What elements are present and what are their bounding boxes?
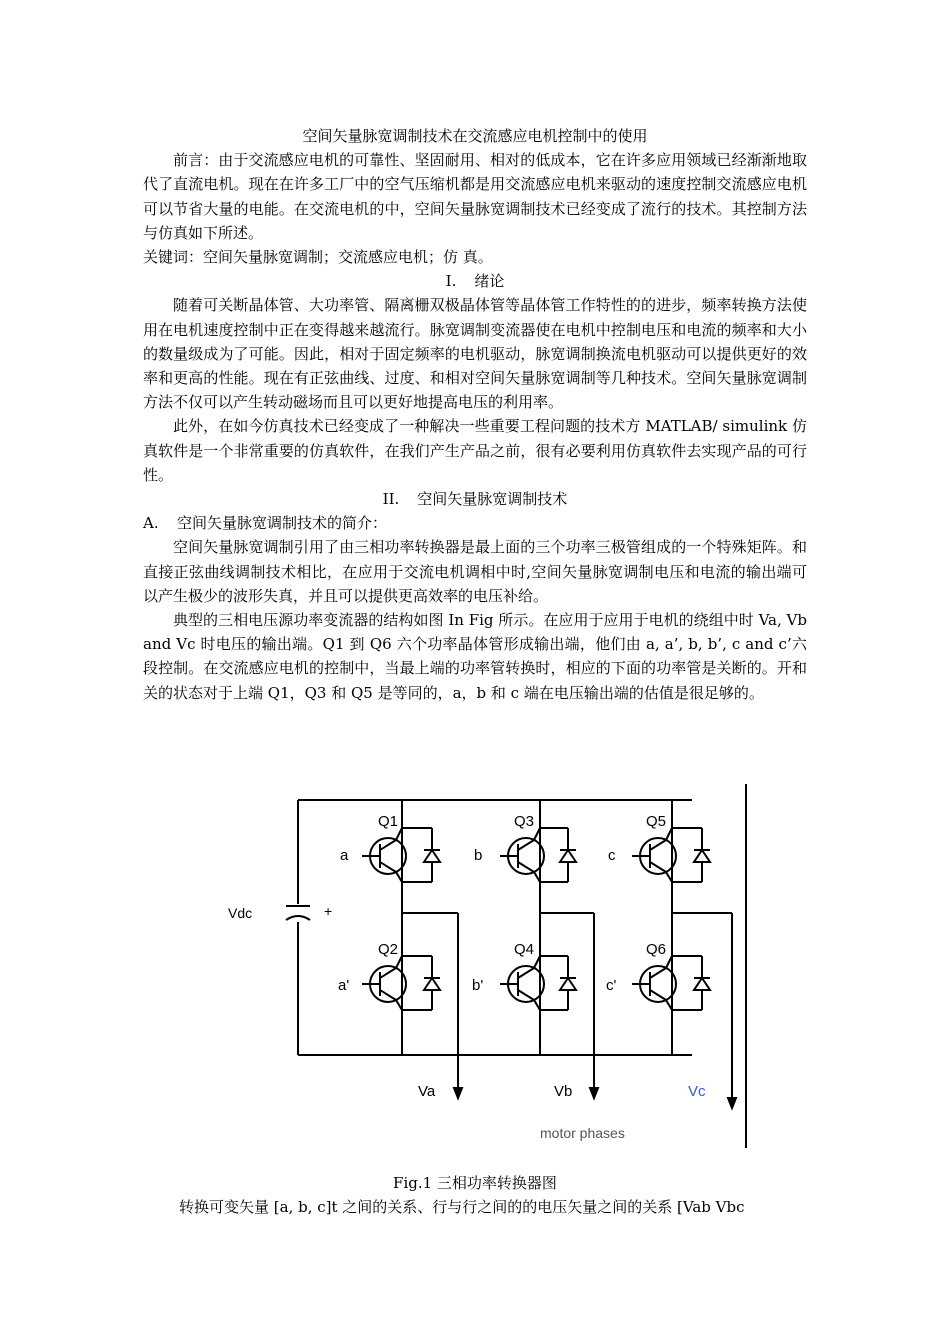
gate-b-prime-label: b' <box>472 977 484 994</box>
section-number: II. <box>382 490 400 509</box>
preface-paragraph: 前言：由于交流感应电机的可靠性、坚固耐用、相对的低成本，它在许多应用领域已经渐渐地取代了直流电机。现在在许多工厂中的空气压缩机都是用交流感应电机来驱动的速度控制交流感应电机可以节省大量的电能。在交流电机的中，空间矢量脉宽调制技术已经变成了流行的技术。其控制方法与仿真如下所述。 <box>143 151 807 242</box>
transistor-q4 <box>500 956 576 1010</box>
section-heading-2 <box>143 487 807 511</box>
gate-b-label: b <box>474 847 483 864</box>
motor-phases-label: motor phases <box>540 1125 625 1141</box>
document-title: 空间矢量脉宽调制技术在交流感应电机控制中的使用 <box>302 127 648 145</box>
vc-label: Vc <box>688 1083 706 1100</box>
vdc-label: Vdc <box>228 905 253 921</box>
gate-a-prime-label: a' <box>338 977 350 994</box>
q2-label: Q2 <box>378 941 399 958</box>
inverter-circuit-figure <box>222 778 752 1153</box>
gate-c-label: c <box>608 847 616 864</box>
document-body <box>143 124 807 705</box>
paragraph: 空间矢量脉宽调制引用了由三相功率转换器是最上面的三个功率三极管组成的一个特殊矩阵。和直接正弦曲线调制技术相比，在应用于交流电机调相中时,空间矢量脉宽调制电压和电流的输出端可以产生极少的波形失真，并且可以提供更高效率的电压补给。 <box>143 538 807 605</box>
section-title: 空间矢量脉宽调制技术 <box>417 490 568 509</box>
figure-caption: Fig.1 三相功率转换器图 <box>393 1174 557 1192</box>
paragraph: 此外，在如今仿真技术已经变成了一种解决一些重要工程问题的技术方 MATLAB/ simulink 仿真软件是一个非常重要的仿真软件，在我们产生产品之前，很有必要利用仿真软件去实现产品的可行性。 <box>143 417 807 484</box>
gate-c-prime-label: c' <box>606 977 617 994</box>
paragraph: 随着可关断晶体管、大功率管、隔离栅双极晶体管等晶体管工作特性的的进步，频率转换方法使用在电机速度控制中正在变得越来越流行。脉宽调制变流器使在电机中控制电压和电流的频率和大小的数量级成为了可能。因此，相对于固定频率的电机驱动，脉宽调制换流电机驱动可以提供更好的效率和更高的性能。现在有正弦曲线、过度、和相对空间矢量脉宽调制等几种技术。空间矢量脉宽调制方法不仅可以产生转动磁场而且可以更好地提高电压的利用率。 <box>143 296 807 412</box>
circuit-diagram <box>222 778 752 1153</box>
section-title: 绪论 <box>474 272 505 291</box>
q4-label: Q4 <box>514 941 535 958</box>
va-label: Va <box>418 1083 436 1100</box>
q3-label: Q3 <box>514 813 535 830</box>
plus-label: + <box>324 903 333 919</box>
subsection-number: A. <box>143 514 159 533</box>
gate-a-label: a <box>340 847 349 864</box>
leg-c <box>672 800 736 1108</box>
q5-label: Q5 <box>646 813 667 830</box>
transistor-q3 <box>500 828 576 882</box>
paragraph: 典型的三相电压源功率变流器的结构如图 In Fig 所示。在应用于应用于电机的绕组中时 Va, Vb and Vc 时电压的输出端。Q1 到 Q6 六个功率晶体管形成输出端，他们由 a, a’, b, b’, c and c’六段控制。在交流感应电机的控制中，当最上端的功率管转换时，相应的下面的功率管是关断的。开和关的状态对于上端 Q1，Q3 和 Q5 是等同的，a，b 和 c 端在电压输出端的估值是很足够的。 <box>143 611 807 702</box>
continuation-line: 转换可变矢量 [a, b, c]t 之间的关系、行与行之间的的电压矢量之间的关系 [Vab Vbc <box>179 1198 745 1216</box>
keywords-line: 关键词：空间矢量脉宽调制；交流感应电机；仿 真。 <box>143 248 493 267</box>
q1-label: Q1 <box>378 813 399 830</box>
section-heading-1 <box>143 269 807 293</box>
vb-label: Vb <box>554 1083 573 1100</box>
subsection-title: 空间矢量脉宽调制技术的简介： <box>177 514 388 533</box>
subsection-heading-a <box>143 511 807 535</box>
q6-label: Q6 <box>646 941 667 958</box>
dc-capacitor <box>286 906 310 920</box>
section-number: I. <box>445 272 457 291</box>
